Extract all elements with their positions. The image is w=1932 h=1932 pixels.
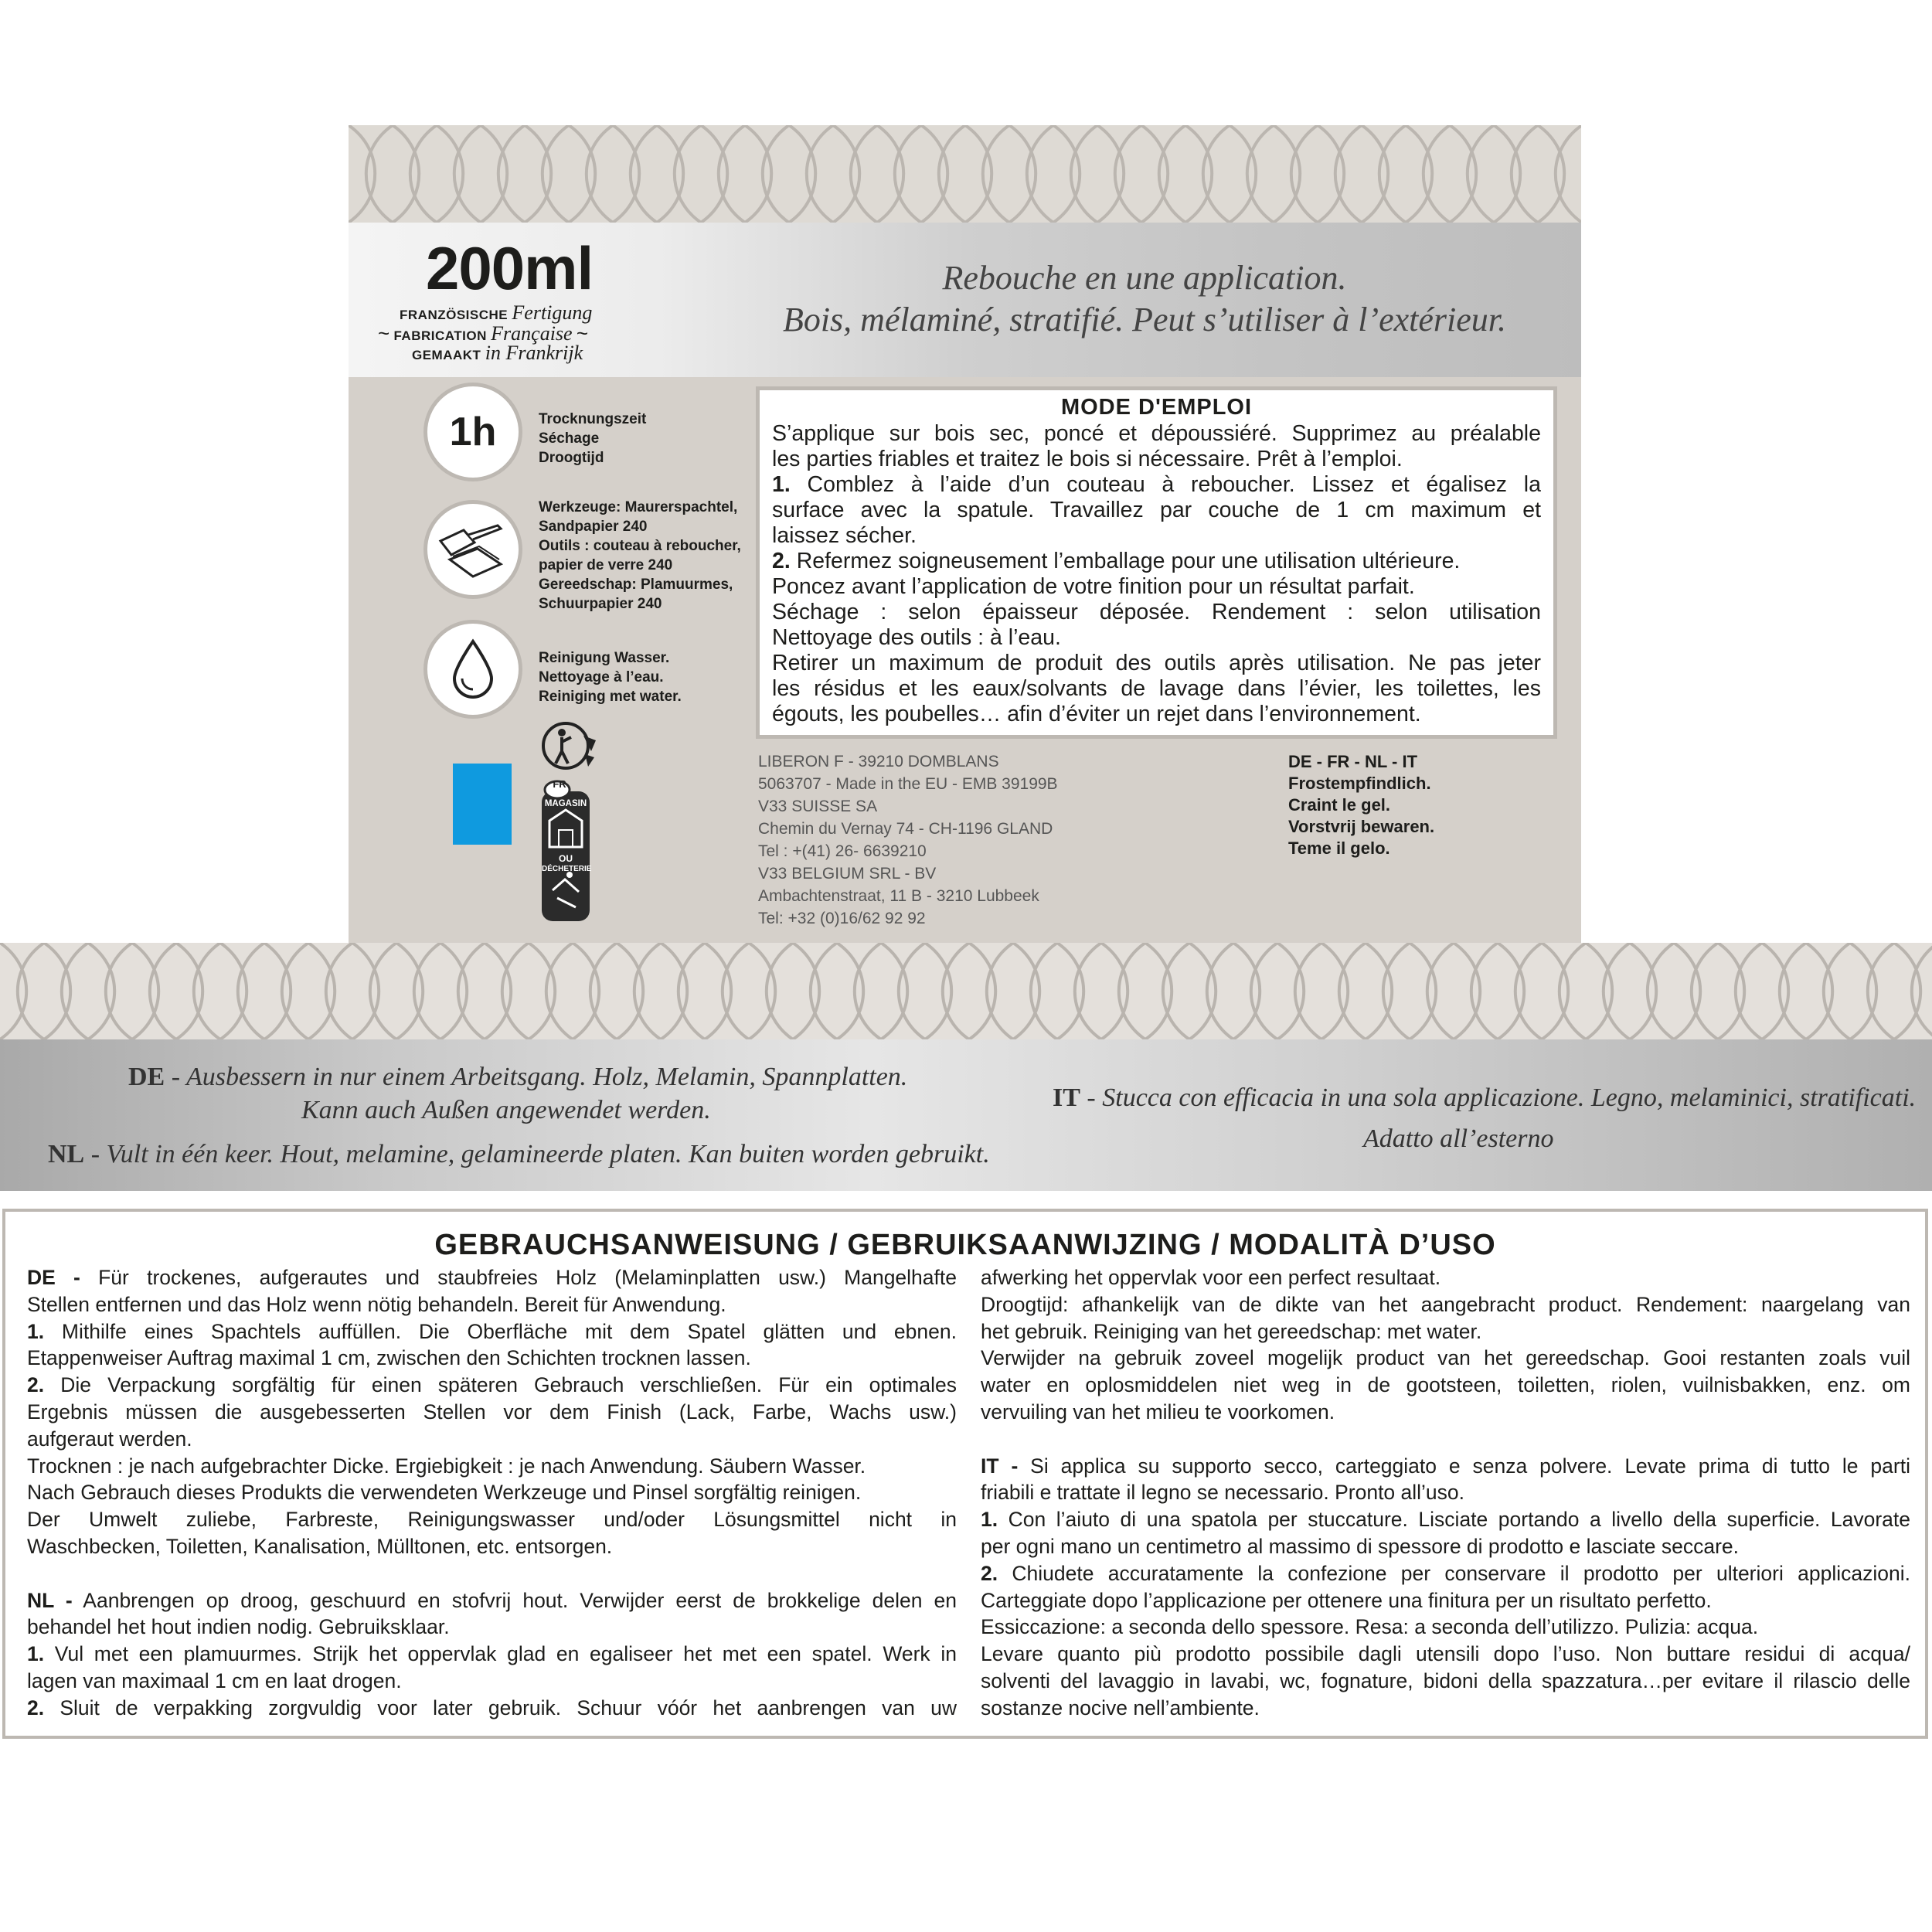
mode-emploi-line: les parties friables et traitez le bois si nécessaire. Prêt à l’emploi. [772,447,1403,471]
color-swatch [453,764,512,845]
step-marker: 1. [27,1319,45,1343]
mode-emploi-line: S’applique sur bois sec, poncé et dépoussiéré. Supprimez au préalable [772,421,1541,446]
info-tri-sign-icon [542,774,590,921]
usage-line: 1. Con l’aiuto di una spatola per stuccature. Lisciate portando a livello della superficie. Lavorate [981,1508,1910,1532]
mode-emploi-title: MODE D'EMPLOI [1060,395,1253,420]
cleaning-label: Reinigung Wasser. [539,650,670,666]
mode-emploi-line: Retirer un maximum de produit des outils après utilisation. Ne pas jeter [772,651,1541,675]
recycle-label: OU [559,853,573,864]
usage-title: GEBRAUCHSANWEISUNG / GEBRUIKSAANWIJZING / MODALITÀ D’USO [434,1229,1496,1261]
usage-line: Carteggiate dopo l’applicazione per ottenere una finitura per un risultato perfetto. [981,1588,1712,1612]
usage-line: solventi del lavaggio in lavabi, wc, fognature, bidoni della spazzatura…per evitare il rilascio delle [981,1668,1910,1692]
drying-label: Séchage [539,430,600,447]
drying-time-value: 1h [449,410,497,454]
usage-line: het gebruik. Reiniging van het gereedschap: met water. [981,1319,1482,1343]
usage-line: Droogtijd: afhankelijk van de dikte van het aangebracht product. Rendement: naargelang van [981,1292,1910,1316]
usage-column-right [981,1264,1910,1722]
usage-line: Levare quanto più prodotto possibile dagli utensili dopo l’uso. Non buttare residui di acqua/ [981,1642,1910,1666]
step-marker: 1. [27,1642,45,1666]
made-in-caps: GEMAAKT [412,348,481,362]
address-line: Chemin du Vernay 74 - CH-1196 GLAND [758,820,1053,838]
mode-emploi-line: laissez sécher. [772,523,917,548]
wave-pattern-top [349,125,1581,223]
mode-emploi-line: 2. Refermez soigneusement l’emballage pour une utilisation ultérieure. [772,549,1461,573]
tilde-right-icon: ~ [576,321,589,345]
tilde-left-icon: ~ [378,321,390,345]
mode-emploi-line: 1. Comblez à l’aide d’un couteau à reboucher. Lissez et égalisez la [772,472,1541,497]
step-marker: IT - [981,1454,1019,1478]
usage-line: Trocknen : je nach aufgebrachter Dicke. Ergiebigkeit : je nach Anwendung. Säubern Wasser. [27,1454,866,1478]
made-in-row-de [400,301,647,324]
address-line: Tel: +32 (0)16/62 92 92 [758,910,926,927]
usage-line: Ergebnis müssen die ausgebesserten Stellen vor dem Finish (Lack, Farbe, Wachs usw.) [27,1400,957,1423]
made-in-caps: FRANZÖSISCHE [400,308,509,322]
cleaning-badge [423,620,522,719]
tagline-2: Bois, mélaminé, stratifié. Peut s’utiliser à l’extérieur. [782,301,1507,338]
mode-emploi-box [756,386,1557,739]
translation-it-line-1 [1053,1083,1916,1113]
translation-de-line-1 [128,1063,907,1092]
usage-line: 2. Sluit de verpakking zorgvuldig voor later gebruik. Schuur vóór het aanbrengen van uw [27,1696,957,1719]
frost-warning: Frostempfindlich. [1288,774,1431,793]
address-line: Tel : +(41) 26- 6639210 [758,842,927,860]
translation-text: - Vult in één keer. Hout, melamine, gelamineerde platen. Kan buiten worden gebruikt. [84,1140,990,1168]
usage-line: per ogni mano un centimetro al massimo di spessore di prodotto e lasciate seccare. [981,1534,1739,1558]
usage-line: IT - Si applica su supporto secco, carteggiato e senza polvere. Levate prima di tutto le parti [981,1454,1910,1478]
triman-country-badge: FR [553,778,566,790]
cleaning-label: Reiniging met water. [539,689,682,705]
step-marker: 2. [27,1373,45,1397]
triman-recycle-icon [540,720,599,771]
mode-emploi-line: Nettoyage des outils : à l’eau. [772,625,1061,650]
spatula-sandpaper-icon [434,515,512,584]
usage-line: lagen van maximaal 1 cm en laat drogen. [27,1668,402,1692]
made-in-italic: in Frankrijk [485,342,583,364]
usage-line: 2. Die Verpackung sorgfältig für einen späteren Gebrauch verschließen. Für ein optimales [27,1373,957,1397]
mode-emploi-line: surface avec la spatule. Travaillez par couche de 1 cm maximum et [772,498,1541,522]
usage-line: NL - Aanbrengen op droog, geschuurd en stofvrij hout. Verwijder eerst de brokkelige delen en [27,1588,957,1612]
usage-line: 1. Vul met een plamuurmes. Strijk het oppervlak glad en egaliseer het met een spatel. Werk in [27,1642,957,1666]
drying-label: Trocknungszeit [539,411,647,427]
made-in-italic: Française [491,322,573,345]
usage-line: Nach Gebrauch dieses Produkts die verwendeten Werkzeuge und Pinsel sorgfältig reinigen. [27,1481,862,1505]
usage-line: Der Umwelt zuliebe, Farbreste, Reinigungswasser und/oder Lösungsmittel nicht in [27,1508,957,1532]
tagline-1: Rebouche en une application. [942,259,1347,297]
lang-code-nl: NL [48,1140,85,1168]
cleaning-labels [539,648,682,706]
translation-it-line-2: Adatto all’esterno [1363,1124,1554,1153]
frost-warning: Teme il gelo. [1288,838,1390,858]
tools-label: Sandpapier 240 [539,519,648,535]
address-line: LIBERON F - 39210 DOMBLANS [758,753,999,770]
address-line: V33 SUISSE SA [758,798,878,815]
drying-label: Droogtijd [539,450,604,466]
usage-line: friabili e trattate il legno se necessario. Pronto all’uso. [981,1481,1465,1505]
front-label-panel [349,125,1581,943]
usage-instructions-box [2,1209,1928,1739]
translation-text: - Ausbessern in nur einem Arbeitsgang. Holz, Melamin, Spannplatten. [165,1063,908,1091]
step-marker: 2. [27,1696,45,1719]
usage-line: afwerking het oppervlak voor een perfect resultaat. [981,1266,1441,1289]
usage-line: Stellen entfernen und das Holz wenn nötig behandeln. Bereit für Anwendung. [27,1292,726,1316]
mode-emploi-line: égouts, les poubelles… afin d’éviter un rejet dans l’environnement. [772,702,1421,726]
made-in-row-fr [378,321,625,345]
frost-languages: DE - FR - NL - IT [1288,752,1418,771]
wave-pattern-middle [0,943,1932,1039]
usage-line: DE - Für trockenes, aufgerautes und staubfreies Holz (Melaminplatten usw.) Mangelhafte [27,1266,957,1289]
tools-label: Gereedschap: Plamuurmes, [539,577,733,593]
step-marker: DE - [27,1266,80,1289]
volume-label: 200ml [426,234,594,302]
usage-line: water en oplosmiddelen niet weg in de gootsteen, toiletten, riolen, vuilnisbakken, enz. om [981,1373,1910,1397]
tools-label: Outils : couteau à reboucher, [539,538,741,554]
usage-line: Essiccazione: a seconda dello spessore. Resa: a seconda dell’utilizzo. Pulizia: acqua. [981,1615,1759,1639]
made-in-caps: FABRICATION [393,328,487,343]
drying-labels [539,410,646,468]
made-in-row-nl [412,342,659,362]
made-in-italic: Fertigung [512,301,593,324]
translation-de-line-2: Kann auch Außen angewendet werden. [301,1096,711,1124]
usage-line: 2. Chiudete accuratamente la confezione per conservare il prodotto per ulteriori applicazioni. [981,1561,1910,1585]
usage-line: Etappenweiser Auftrag maximal 1 cm, zwischen den Schichten trocknen lassen. [27,1346,751,1370]
drying-time-badge [423,383,522,481]
tools-badge [423,500,522,599]
usage-line: aufgeraut werden. [27,1427,192,1451]
tools-label: Werkzeuge: Maurerspachtel, [539,499,738,515]
recycle-label: MAGASIN [544,799,587,808]
usage-line: vervuiling van het milieu te voorkomen. [981,1400,1335,1423]
lang-code-de: DE [128,1063,165,1091]
usage-line: sostanze nocive nell’ambiente. [981,1696,1260,1719]
translation-nl [48,1140,990,1169]
lang-code-it: IT [1053,1083,1080,1112]
tools-label: Schuurpapier 240 [539,596,662,612]
address-line: Ambachtenstraat, 11 B - 3210 Lubbeek [758,887,1039,905]
mode-emploi-line: Séchage : selon épaisseur déposée. Rendement : selon utilisation [772,600,1541,624]
frost-warning: Craint le gel. [1288,795,1391,815]
usage-line [981,1426,1910,1453]
usage-line: Verwijder na gebruik zoveel mogelijk product van het gereedschap. Gooi restanten zoals vuil [981,1346,1910,1370]
step-marker: 1. [981,1508,998,1532]
tools-labels [539,498,741,614]
cleaning-label: Nettoyage à l’eau. [539,669,664,685]
usage-line: Waschbecken, Toiletten, Kanalisation, Mülltonen, etc. entsorgen. [27,1534,613,1558]
frost-warning: Vorstvrij bewaren. [1288,817,1435,836]
mode-emploi-line: Poncez avant l’application de votre finition pour un résultat parfait. [772,574,1415,599]
step-marker: 2. [981,1561,998,1585]
translation-text: - Stucca con efficacia in una sola applicazione. Legno, melaminici, stratificati. [1080,1083,1917,1112]
recycle-label: DÉCHETERIE [542,865,592,873]
address-line: V33 BELGIUM SRL - BV [758,865,937,883]
address-line: 5063707 - Made in the EU - EMB 39199B [758,775,1058,793]
mode-emploi-line: les résidus et les eaux/solvants de lavage dans l’évier, les toilettes, les [772,676,1541,701]
tools-label: papier de verre 240 [539,557,673,573]
usage-column-left [27,1264,957,1722]
step-marker: 2. [772,549,791,573]
step-marker: NL - [27,1588,73,1612]
water-drop-icon [450,638,496,700]
usage-line: behandel het hout indien nodig. Gebruiksklaar. [27,1615,450,1639]
usage-line [27,1560,957,1587]
step-marker: 1. [772,472,791,497]
usage-line: 1. Mithilfe eines Spachtels auffüllen. Die Oberfläche mit dem Spatel glätten und ebnen. [27,1319,957,1343]
